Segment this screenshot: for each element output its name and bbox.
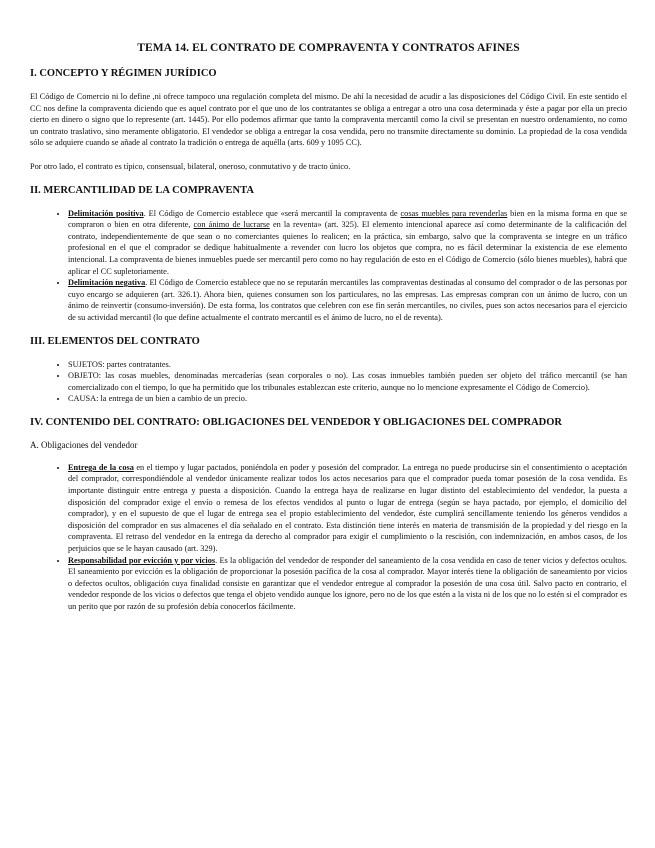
term-delimitacion-negativa: Delimitación negativa bbox=[68, 278, 146, 288]
list-obligaciones-vendedor bbox=[30, 462, 627, 613]
subheading-obligaciones-vendedor: A. Obligaciones del vendedor bbox=[30, 439, 138, 450]
paragraph-caracteres: Por otro lado, el contrato es típico, consensual, bilateral, oneroso, conmutativo y de tracto único. bbox=[30, 161, 351, 171]
section-heading-concepto: I. CONCEPTO Y RÉGIMEN JURÍDICO bbox=[30, 68, 217, 79]
list-item-sujetos: • SUJETOS: partes contratantes. bbox=[68, 359, 627, 371]
list-item-text: . Es la obligación del vendedor de responder del saneamiento de la cosa vendida en caso de tener vicios y defectos ocultos. El saneamiento por evicción es la obligación de proporcionar la posesión pacífica de la cosa al comprador. Mayor interés tiene la obligación de saneamiento por vicios o defectos ocultos, obligación cuya finalidad consiste en garantizar que el vendedor entregue al comprador la posesión de una cosa útil. Salvo pacto en contrario, el vendedor responde de los vicios o defectos que tenga el objeto vendido aunque los ignore, pero no de los que estén a la vista ni de los que no lo estén si el comprador es un perito que por razón de su profesión debía conocerlos fácilmente. bbox=[68, 555, 628, 611]
document-title: TEMA 14. EL CONTRATO DE COMPRAVENTA Y CONTRATOS AFINES bbox=[137, 42, 520, 54]
list-item-text: . El Código de Comercio establece que «será mercantil la compraventa de bbox=[143, 208, 401, 218]
section-heading-mercantilidad: II. MERCANTILIDAD DE LA COMPRAVENTA bbox=[30, 184, 254, 196]
list-item-entrega bbox=[68, 462, 627, 555]
term-responsabilidad: Responsabilidad por evicción y por vicios bbox=[68, 555, 216, 565]
term-delimitacion-positiva: Delimitación positiva bbox=[68, 208, 144, 218]
list-item-text: . El Código de Comercio establece que no se reputarán mercantiles las compraventas destinadas al consumo del comprador o de las personas por cuyo encargo se adquieren (art. 326.1). Ahora bien, quienes consumen son los particulares, no las empresas. Las empresas compran con un ánimo de lucro, con un ánimo de reinvertir (consumo-inversión). De esta forma, los contratos que celebren con ese fin serán mercantiles, no civiles, pues son actos necesarios para el ejercicio de su actividad mercantil (lo que define actualmente el contrato mercantil es el ánimo de lucro, no el de reventa). bbox=[68, 278, 627, 322]
list-item-responsabilidad bbox=[68, 555, 627, 613]
list-item-causa: • CAUSA: la entrega de un bien a cambio de un precio. bbox=[68, 393, 627, 405]
section-heading-elementos: III. ELEMENTOS DEL CONTRATO bbox=[30, 335, 200, 347]
list-item-text: en el tiempo y lugar pactados, poniéndola en poder y posesión del comprador. La entrega no puede producirse sin el consentimiento o aceptación del comprador, correspondiéndole al vendedor únicamente realizar todos los actos necesarios para que el comprador pueda tomar posesión de la cosa vendida. Es importante distinguir entre entrega y puesta a disposición. Cuando la entrega haya de realizarse en lugar distinto del establecimiento del vendedor, la puesta a disposición del comprador exige el envío o remesa de los efectos vendidos al punto o lugar de entrega (según se haya pactado, por ejemplo, el domicilio del comprador), y en el supuesto de que el lugar de entrega sea el propio establecimiento del vendedor, éste cumplirá sencillamente teniendo los géneros vendidos a disposición del comprador en sus almacenes el día señalado en el contrato. Esta distinción tiene interés en materia de transmisión de la propiedad y del riesgo en la compraventa. El retraso del vendedor en la entrega da derecho al comprador para exigir el cumplimiento o la rescisión, con indemnización, en ambos casos, de los perjuicios que se le hayan causado (art. 329). bbox=[68, 462, 627, 554]
paragraph-definicion: El Código de Comercio ni lo define ,ni ofrece tampoco una regulación completa del mismo. De ahí la necesidad de acudir a las disposiciones del Código Civil. En este sentido el CC nos define la compraventa diciendo que es aquel contrato por el que uno de los contratantes se obliga a entregar a otro una cosa determinada y éste a pagar por ella un precio cierto en dinero o signo que lo represente (art. 1445). Por ello podemos afirmar que tanto la compraventa mercantil como la civil se presentan en nuestro ordenamiento, no como un contrato traslativo, sino meramente obligatorio. El vendedor se obliga a entregar la cosa vendida, pero no transmite directamente su dominio. La propiedad de la cosa vendida sólo se adquiere cuando se añade al contrato la tradición o entrega de aquélla (arts. 609 y 1095 CC). bbox=[30, 92, 627, 148]
term-entrega: Entrega de la cosa bbox=[68, 462, 134, 472]
list-item-text: bien en la misma forma en que se compraron o bien en otra diferente, bbox=[68, 208, 628, 230]
list-elementos bbox=[30, 359, 627, 405]
section-heading-contenido: IV. CONTENIDO DEL CONTRATO: OBLIGACIONES DEL VENDEDOR Y OBLIGACIONES DEL COMPRADOR bbox=[30, 416, 562, 428]
list-item-delimitacion-negativa bbox=[68, 277, 627, 323]
list-item-delimitacion-positiva bbox=[68, 208, 627, 278]
list-item-objeto: • OBJETO: las cosas muebles, denominadas mercaderías (sean corporales o no). Las cosas inmuebles también pueden ser objeto del tráfico mercantil (se han comercializado con el tiempo, lo que ha permitido que los tribunales establezcan este criterio, aunque no lo mencione expresamente el Código de Comercio). bbox=[68, 370, 627, 393]
list-item-text: en la reventa» (art. 325). El elemento intencional aparece así como determinante de la calificación del contrato, independientemente de que sean o no comerciantes quienes lo realicen; en la práctica, sin embargo, salvo que la compraventa se integre en un tráfico profesional en el que el comprador se dedique habitualmente a revender con lucro los objetos que compra, no es fácil determinar la existencia de ese elemento intencional. La compraventa de bienes inmuebles puede ser mercantil pero como no hay regulación de esto en el Código de Comercio (sólo bienes muebles), habrá que aplicar el CC supletoriamente. bbox=[68, 220, 627, 276]
underlined-phrase: cosas muebles para revenderlas bbox=[400, 208, 508, 218]
underlined-phrase: con ánimo de lucrarse bbox=[193, 220, 270, 230]
list-mercantilidad bbox=[30, 208, 627, 324]
